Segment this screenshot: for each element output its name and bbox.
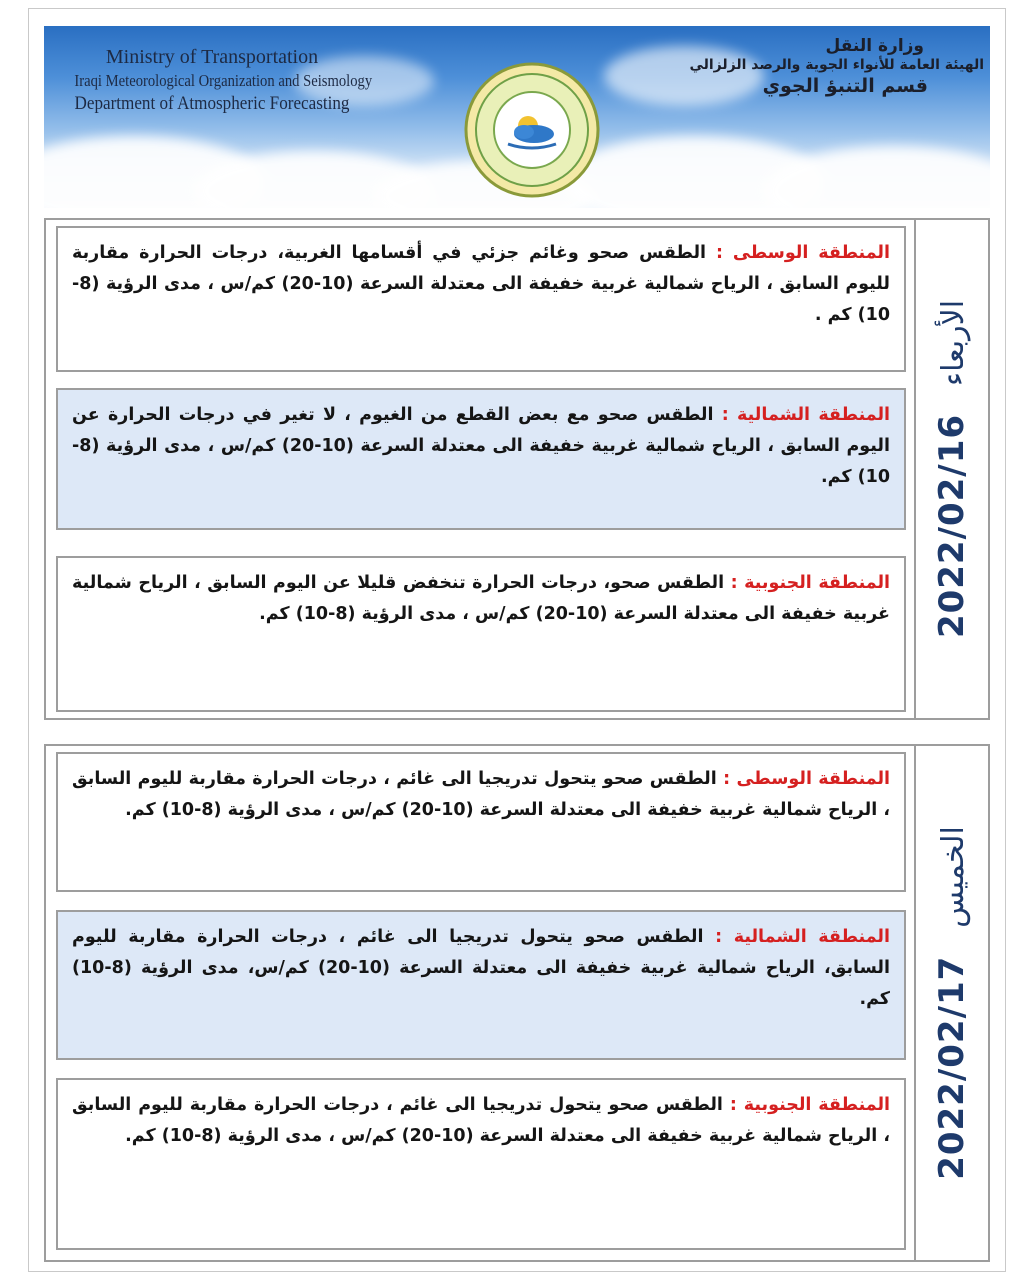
day-name: الخميس — [936, 826, 971, 928]
region-colon: : — [729, 1095, 737, 1115]
region-north — [56, 388, 906, 530]
header-english-block — [52, 44, 372, 117]
region-forecast-text: الطقس صحو يتحول تدريجيا الى غائم ، درجات الحرارة مقاربة لليوم السابق ، الرياح شمالية غربية خفيفة الى معتدلة السرعة (10-20) كم/س ، مدى الرؤية (8-10) كم. — [72, 769, 890, 820]
ministry-name-ar: وزارة النقل — [825, 36, 924, 56]
region-colon: : — [723, 769, 731, 789]
region-forecast-text: الطقس صحو يتحول تدريجيا الى غائم ، درجات الحرارة مقاربة لليوم السابق ، الرياح شمالية غربية خفيفة الى معتدلة السرعة (10-20) كم/س ، مدى الرؤية (8-10) كم. — [72, 1095, 890, 1146]
day-label — [932, 300, 972, 638]
region-south — [56, 556, 906, 712]
day-label — [932, 826, 972, 1180]
region-colon: : — [715, 927, 723, 947]
forecast-day-thursday — [44, 744, 990, 1262]
region-name: المنطقة الجنوبية — [743, 1095, 891, 1115]
region-south — [56, 1078, 906, 1250]
region-forecast-text: الطقس صحو، درجات الحرارة تنخفض قليلا عن اليوم السابق ، الرياح شمالية غربية خفيفة الى معتدلة السرعة (10-20) كم/س ، مدى الرؤية (8-10) كم. — [72, 573, 890, 624]
organization-name-ar: الهيئة العامة للأنواء الجوية والرصد الزلزالي — [689, 57, 984, 74]
region-forecast-text: الطقس صحو يتحول تدريجيا الى غائم ، درجات الحرارة مقاربة لليوم السابق، الرياح شمالية غربية خفيفة الى معتدلة السرعة (10-20) كم/س، مدى الرؤية (8-10) كم. — [72, 927, 890, 1009]
department-name-ar: قسم التنبؤ الجوي — [762, 74, 928, 97]
header-banner — [44, 26, 990, 208]
department-name-en: Department of Atmospheric Forecasting — [74, 93, 350, 115]
region-name: المنطقة الوسطى — [736, 769, 891, 789]
region-colon: : — [721, 405, 729, 425]
day-date: 2022/02/17 — [932, 955, 972, 1180]
day-column — [914, 220, 988, 718]
region-colon: : — [730, 573, 738, 593]
forecast-day-wednesday — [44, 218, 990, 720]
day-name: الأربعاء — [936, 299, 971, 386]
day-column — [914, 746, 988, 1260]
organization-name-en: Iraqi Meteorological Organization and Seismology — [74, 71, 373, 90]
ministry-name-en: Ministry of Transportation — [105, 46, 319, 68]
region-colon: : — [715, 243, 723, 263]
region-north — [56, 910, 906, 1060]
region-central — [56, 752, 906, 892]
region-name: المنطقة الوسطى — [732, 243, 890, 263]
region-forecast-text: الطقس صحو وغائم جزئي في أقسامها الغربية، درجات الحرارة مقاربة لليوم السابق ، الرياح شمالية غربية خفيفة الى معتدلة السرعة (10-20) كم/س ، مدى الرؤية (8-10) كم . — [72, 243, 890, 325]
region-name: المنطقة الشمالية — [737, 405, 891, 425]
region-central — [56, 226, 906, 372]
organization-seal-icon — [462, 60, 602, 200]
region-forecast-text: الطقس صحو مع بعض القطع من الغيوم ، لا تغير في درجات الحرارة عن اليوم السابق ، الرياح شمالية غربية خفيفة الى معتدلة السرعة (10-20) كم/س ، مدى الرؤية (8-10) كم. — [72, 405, 890, 487]
region-name: المنطقة الشمالية — [733, 927, 891, 947]
region-name: المنطقة الجنوبية — [744, 573, 891, 593]
day-date: 2022/02/16 — [932, 413, 972, 639]
header-arabic-block — [684, 36, 984, 99]
